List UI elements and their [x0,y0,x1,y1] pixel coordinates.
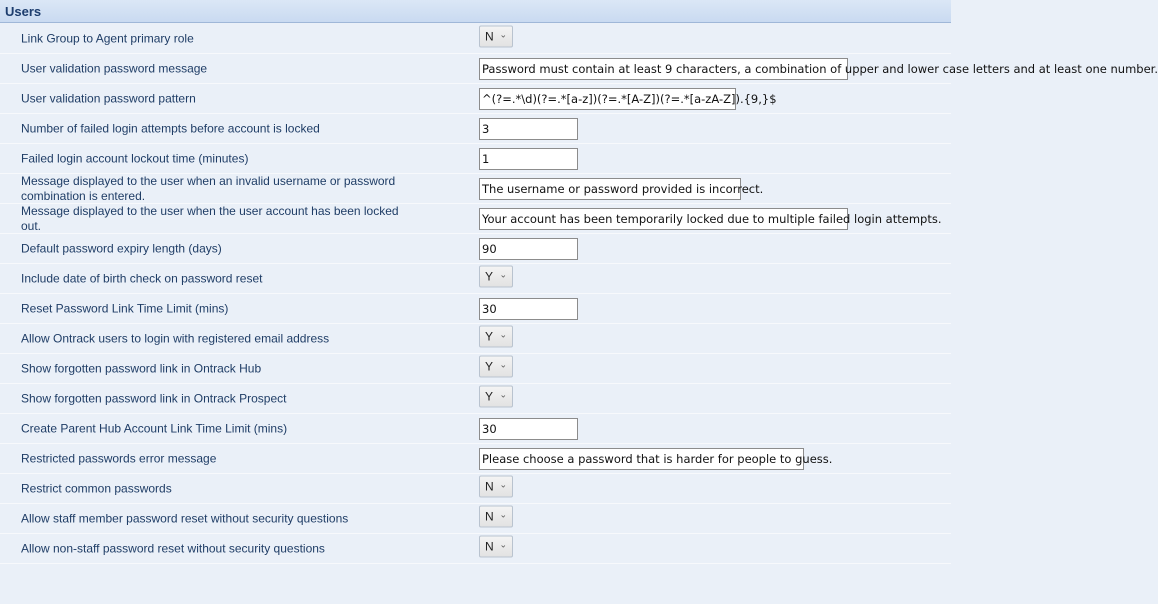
settings-list [0,24,1158,564]
row-lockout-time [0,144,951,174]
dob-check-select[interactable] [479,265,513,287]
row-password-message [0,54,1158,84]
chevron-down-icon: ⌄ [499,539,507,549]
account-locked-message-input[interactable]: Your account has been temporarily locked due to multiple failed login attempts. [479,208,848,230]
failed-login-attempts-input[interactable]: 3 [479,118,578,140]
password-message-input[interactable]: Password must contain at least 9 characters, a combination of upper and lower case letters and at least one number. [479,58,848,80]
password-expiry-input[interactable]: 90 [479,238,578,260]
row-reset-link-time-limit [0,294,951,324]
setting-label: User validation password pattern [21,91,196,105]
lockout-time-input[interactable]: 1 [479,148,578,170]
select-value: Y [485,329,494,343]
row-parent-hub-link-time-limit [0,414,951,444]
password-pattern-input[interactable]: ^(?=.*\d)(?=.*[a-z])(?=.*[A-Z])(?=.*[a-zA-Z]).{9,}$ [479,88,736,110]
row-restricted-passwords-message [0,444,951,474]
setting-label: Restrict common passwords [21,481,172,495]
select-value: Y [485,389,494,403]
row-failed-login-attempts [0,114,951,144]
nonstaff-reset-no-questions-select[interactable] [479,535,513,557]
setting-label: Default password expiry length (days) [21,241,222,255]
invalid-credentials-message-input[interactable]: The username or password provided is incorrect. [479,178,741,200]
setting-label: Include date of birth check on password reset [21,271,263,285]
setting-label: Create Parent Hub Account Link Time Limit (mins) [21,421,288,435]
setting-label: Allow staff member password reset without security questions [21,511,349,525]
chevron-down-icon: ⌄ [499,359,507,369]
row-account-locked-message [0,204,951,234]
row-staff-reset-no-questions [0,504,951,534]
row-nonstaff-reset-no-questions [0,534,951,564]
forgotten-link-prospect-select[interactable] [479,385,513,407]
chevron-down-icon: ⌄ [499,29,507,39]
section-header-users [0,0,951,23]
setting-label: Message displayed to the user when an invalid username or password combination is entered. [21,173,396,203]
section-title: Users [5,4,42,19]
chevron-down-icon: ⌄ [499,329,507,339]
select-value: N [485,539,494,553]
login-with-email-select[interactable] [479,325,513,347]
restricted-passwords-message-input[interactable]: Please choose a password that is harder for people to guess. [479,448,804,470]
reset-link-time-limit-input[interactable]: 30 [479,298,578,320]
select-value: N [485,509,494,523]
setting-label: Show forgotten password link in Ontrack Hub [21,361,262,375]
chevron-down-icon: ⌄ [499,509,507,519]
row-forgotten-link-hub [0,354,951,384]
staff-reset-no-questions-select[interactable] [479,505,513,527]
select-value: N [485,479,494,493]
row-link-group-agent-role [0,24,951,54]
setting-label: Number of failed login attempts before account is locked [21,121,320,135]
setting-label: Message displayed to the user when the user account has been locked out. [21,203,399,233]
select-value: N [485,29,494,43]
setting-label: Failed login account lockout time (minutes) [21,151,249,165]
row-forgotten-link-prospect [0,384,951,414]
setting-label: Link Group to Agent primary role [21,31,194,45]
row-password-pattern [0,84,951,114]
setting-label: Restricted passwords error message [21,451,217,465]
forgotten-link-hub-select[interactable] [479,355,513,377]
select-value: Y [485,359,494,373]
select-value: Y [485,269,494,283]
restrict-common-passwords-select[interactable] [479,475,513,497]
setting-label: User validation password message [21,61,208,75]
chevron-down-icon: ⌄ [499,479,507,489]
setting-label: Allow non-staff password reset without security questions [21,541,325,555]
row-restrict-common-passwords [0,474,951,504]
row-password-expiry [0,234,951,264]
row-login-with-email [0,324,951,354]
link-group-agent-role-select[interactable] [479,25,513,47]
setting-label: Reset Password Link Time Limit (mins) [21,301,229,315]
chevron-down-icon: ⌄ [499,269,507,279]
setting-label: Allow Ontrack users to login with registered email address [21,331,330,345]
chevron-down-icon: ⌄ [499,389,507,399]
setting-label: Show forgotten password link in Ontrack Prospect [21,391,287,405]
parent-hub-link-time-limit-input[interactable]: 30 [479,418,578,440]
row-invalid-credentials-message [0,174,951,204]
row-dob-check [0,264,951,294]
